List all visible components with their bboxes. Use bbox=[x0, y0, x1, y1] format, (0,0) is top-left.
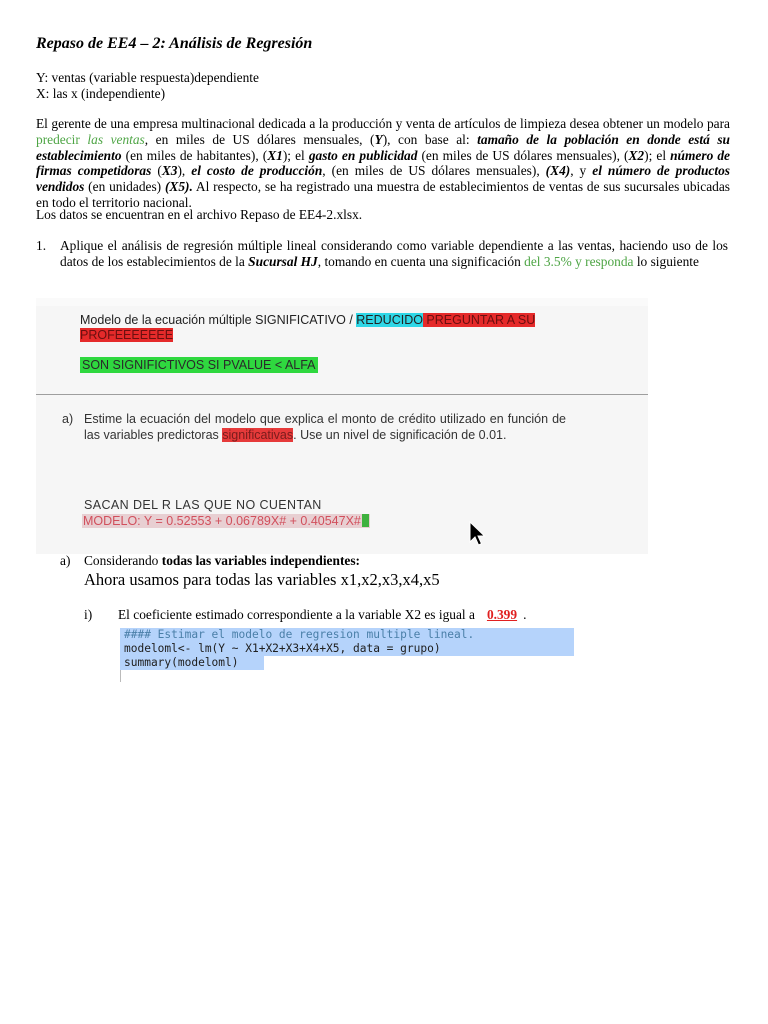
las-ventas-text: las ventas bbox=[87, 131, 145, 147]
part-i-label: i) bbox=[84, 607, 93, 622]
screenshot-line-sacan: SACAN DEL R LAS QUE NO CUENTAN bbox=[84, 498, 322, 512]
screenshot-top-strip bbox=[36, 298, 648, 306]
code-line-summary: summary(modeloml) bbox=[120, 656, 264, 670]
green-marker bbox=[362, 514, 369, 527]
code-line-model: modeloml<- lm(Y ~ X1+X2+X3+X4+X5, data = grupo) bbox=[120, 642, 574, 656]
highlight-significativas: significativas bbox=[222, 428, 294, 442]
screenshot-line-modelo: MODELO: Y = 0.52553 + 0.06789X# + 0.40547X# bbox=[82, 514, 370, 528]
page-title: Repaso de EE4 – 2: Análisis de Regresión bbox=[36, 35, 313, 52]
intro-paragraph: El gerente de una empresa multinacional dedicada a la producción y venta de artículos de limpieza desea obtener un modelo para predecir las ventas, en miles de US dólares mensuales, (Y), con base al: tamaño de la población en donde está su establecimiento (en miles de habitantes), (X1); el gasto en publicidad (en miles de US dólares mensuales), (X2); el número de firmas competidoras (X3), el costo de producción, (en miles de US dólares mensuales), (X4), y el número de productos vendidos (en unidades) (X5). Al respecto, se ha registrado una muestra de establecimientos de ventas de sus sucursales ubicadas en todo el territorio nacional. bbox=[36, 116, 730, 210]
answer-value: 0.399 bbox=[486, 607, 518, 622]
code-block bbox=[120, 628, 574, 670]
predecir-text: predecir bbox=[36, 131, 80, 147]
question-1-number: 1. bbox=[36, 238, 47, 253]
definition-y: Y: ventas (variable respuesta)dependiente bbox=[36, 70, 259, 85]
screenshot-item-a: a) Estime la ecuación del modelo que explica el monto de crédito utilizado en función de las variables predictoras significativas. Use un nivel de significación de 0.01. bbox=[62, 412, 566, 442]
part-a-label: a) bbox=[60, 553, 71, 568]
screenshot-divider bbox=[36, 394, 648, 395]
question-1-text: Aplique el análisis de regresión múltiple lineal considerando como variable dependiente a las ventas, haciendo uso de los datos de los establecimientos de la Sucursal HJ, tomando en cuenta una significación del 3.5% y responda lo siguiente bbox=[60, 238, 728, 269]
highlight-reducido: REDUCIDO bbox=[356, 313, 423, 327]
part-i-text: El coeficiente estimado correspondiente a la variable X2 es igual a 0.399 . bbox=[118, 607, 527, 622]
mouse-cursor-icon bbox=[468, 521, 486, 547]
definition-x: X: las x (independiente) bbox=[36, 86, 166, 101]
part-a-text: Considerando todas las variables independientes: bbox=[84, 553, 361, 568]
highlight-preguntar: PREGUNTAR A SU PROFEEEEEEE bbox=[80, 313, 536, 342]
code-margin-bar bbox=[120, 670, 121, 682]
pasted-screenshot bbox=[36, 298, 648, 554]
code-line-comment: #### Estimar el modelo de regresion multiple lineal. bbox=[120, 628, 574, 642]
data-file-note: Los datos se encuentran en el archivo Repaso de EE4-2.xlsx. bbox=[36, 207, 363, 222]
screenshot-line-pvalue: SON SIGNIFICTIVOS SI PVALUE < ALFA bbox=[82, 358, 316, 372]
part-a-note: Ahora usamos para todas las variables x1,x2,x3,x4,x5 bbox=[84, 570, 440, 589]
screenshot-line-model: Modelo de la ecuación múltiple SIGNIFICATIVO / REDUCIDO PREGUNTAR A SU PROFEEEEEEE bbox=[80, 313, 536, 342]
